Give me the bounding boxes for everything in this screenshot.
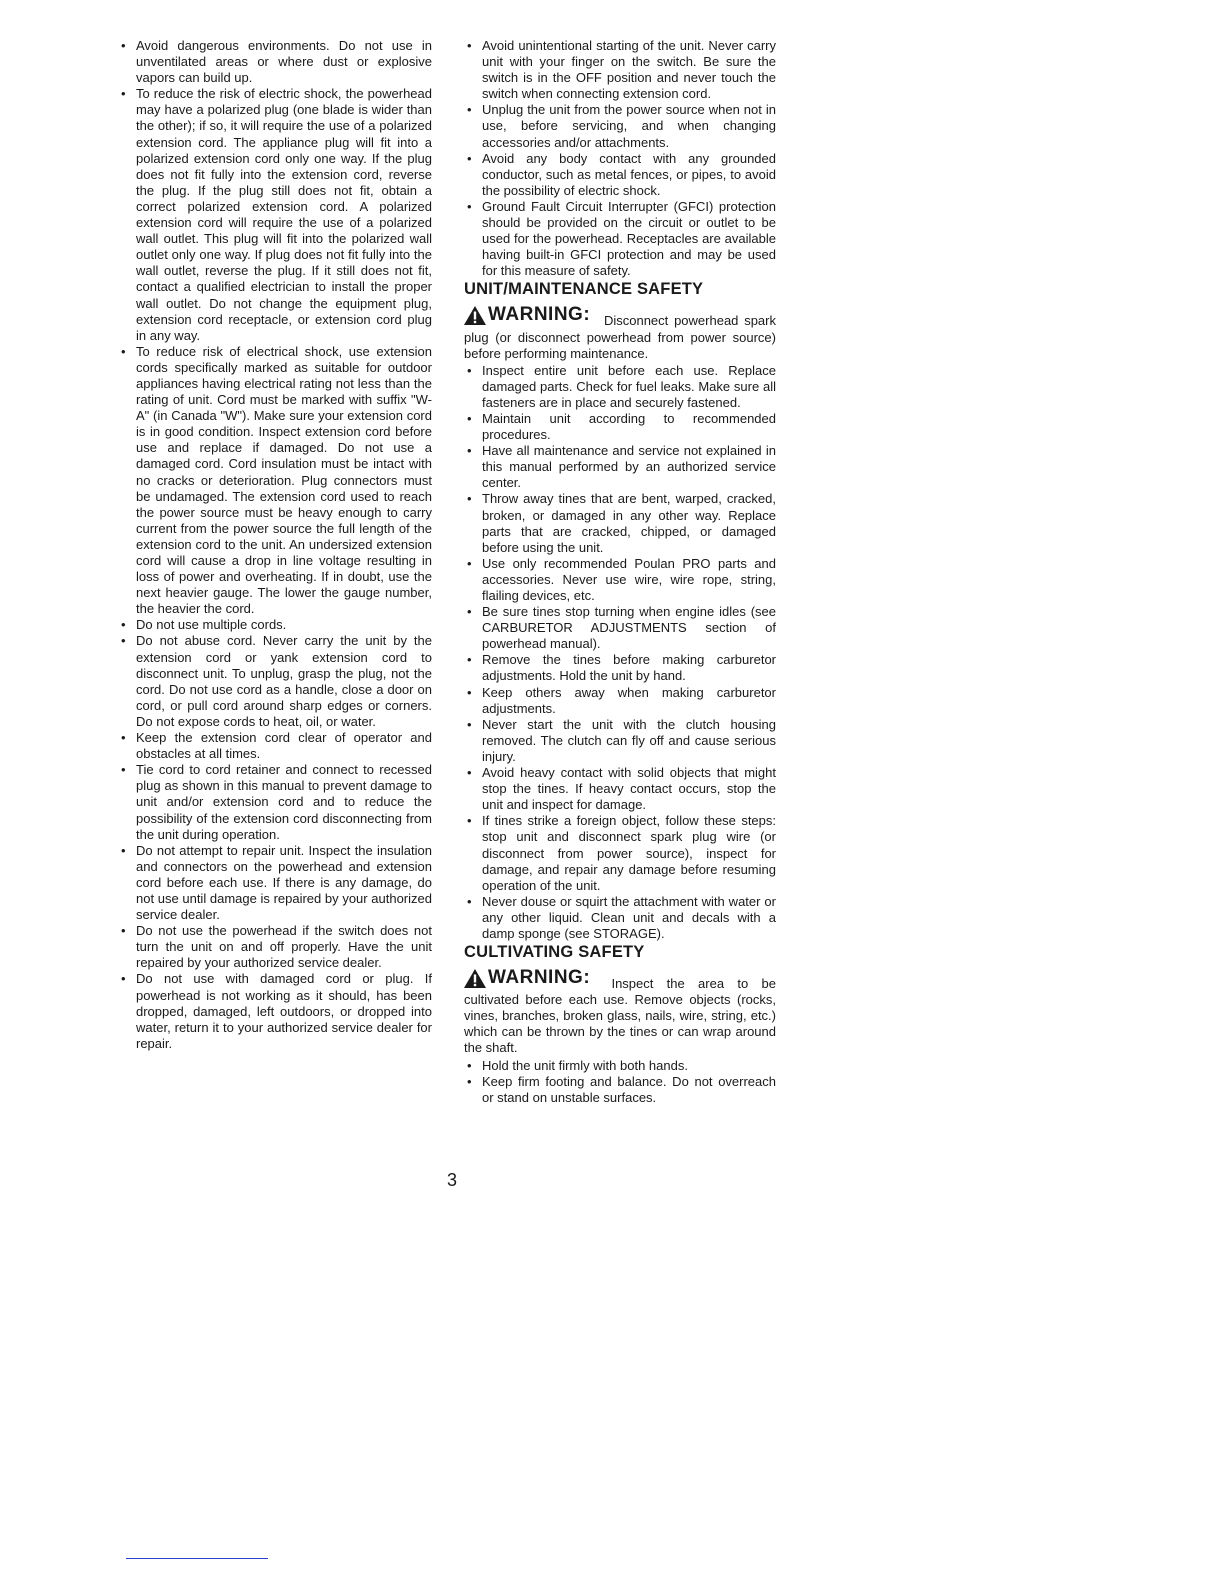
list-item: • Do not use multiple cords. bbox=[118, 617, 432, 633]
list-item: • Never start the unit with the clutch housing removed. The clutch can fly off and cause serious injury. bbox=[464, 717, 776, 765]
right-safety-list bbox=[464, 38, 776, 279]
warning-text: Disconnect powerhead spark plug (or disconnect powerhead from power source) before performing maintenance. bbox=[464, 313, 776, 361]
list-item: • Avoid any body contact with any grounded conductor, such as metal fences, or pipes, to avoid the possibility of electric shock. bbox=[464, 151, 776, 199]
list-item: • Be sure tines stop turning when engine idles (see CARBURETOR ADJUSTMENTS section of powerhead manual). bbox=[464, 604, 776, 652]
list-item: • Keep the extension cord clear of operator and obstacles at all times. bbox=[118, 730, 432, 762]
warning-triangle-icon bbox=[464, 969, 486, 988]
unit-maintenance-list bbox=[464, 363, 776, 942]
warning-text: Inspect the area to be cultivated before each use. Remove objects (rocks, vines, branches, broken glass, nails, wire, string, etc.) which can be thrown by the tines or can wrap around the shaft. bbox=[464, 976, 776, 1056]
list-item: • Do not attempt to repair unit. Inspect the insulation and connectors on the powerhead and extension cord before each use. If there is any damage, do not use until damage is repaired by your authorized service dealer. bbox=[118, 843, 432, 923]
left-safety-list bbox=[118, 38, 432, 1052]
list-item: • If tines strike a foreign object, follow these steps: stop unit and disconnect spark plug wire (or disconnect from power source), inspect for damage, and repair any damage before resuming operation of the unit. bbox=[464, 813, 776, 893]
right-column bbox=[464, 38, 776, 1106]
cultivating-heading: CULTIVATING SAFETY bbox=[464, 943, 645, 962]
cultivating-list bbox=[464, 1058, 776, 1106]
list-item: • Keep others away when making carburetor adjustments. bbox=[464, 685, 776, 717]
warning-label: WARNING: bbox=[488, 304, 591, 326]
list-item: • Never douse or squirt the attachment with water or any other liquid. Clean unit and decals with a damp sponge (see STORAGE). bbox=[464, 894, 776, 942]
list-item: • Keep firm footing and balance. Do not overreach or stand on unstable surfaces. bbox=[464, 1074, 776, 1106]
list-item: • Avoid heavy contact with solid objects that might stop the tines. If heavy contact occurs, stop the unit and inspect for damage. bbox=[464, 765, 776, 813]
warning-label: WARNING: bbox=[488, 967, 591, 989]
list-item: • Have all maintenance and service not explained in this manual performed by an authorized service center. bbox=[464, 443, 776, 491]
list-item: • Hold the unit firmly with both hands. bbox=[464, 1058, 776, 1074]
unit-maintenance-warning bbox=[464, 305, 776, 361]
page-number: 3 bbox=[447, 1170, 458, 1190]
list-item: • Inspect entire unit before each use. Replace damaged parts. Check for fuel leaks. Make sure all fasteners are in place and securely fastened. bbox=[464, 363, 776, 411]
list-item: • Ground Fault Circuit Interrupter (GFCI) protection should be provided on the circuit or outlet to be used for the powerhead. Receptacles are available having built-in GFCI protection and may be used for this measure of safety. bbox=[464, 199, 776, 279]
list-item: • Use only recommended Poulan PRO parts and accessories. Never use wire, wire rope, string, flailing devices, etc. bbox=[464, 556, 776, 604]
list-item: • Throw away tines that are bent, warped, cracked, broken, or damaged in any other way. Replace parts that are cracked, chipped, or damaged before using the unit. bbox=[464, 491, 776, 555]
list-item: • Unplug the unit from the power source when not in use, before servicing, and when changing accessories and/or attachments. bbox=[464, 102, 776, 150]
list-item: • Remove the tines before making carburetor adjustments. Hold the unit by hand. bbox=[464, 652, 776, 684]
list-item: • To reduce the risk of electric shock, the powerhead may have a polarized plug (one blade is wider than the other); if so, it will require the use of a polarized extension cord. The appliance plug will fit into a polarized extension cord only one way. If the plug does not fit fully into the extension cord, reverse the plug. If the plug still does not fit, obtain a correct polarized extension cord. A polarized extension cord will require the use of a polarized wall outlet. This plug will fit into the polarized wall outlet only one way. If plug does not fit fully into the wall outlet, reverse the plug. If it still does not fit, contact a qualified electrician to install the proper wall outlet. Do not change the equipment plug, extension cord receptacle, or extension cord plug in any way. bbox=[118, 86, 432, 344]
list-item: • Avoid dangerous environments. Do not use in unventilated areas or where dust or explosive vapors can build up. bbox=[118, 38, 432, 86]
list-item: • Do not use the powerhead if the switch does not turn the unit on and off properly. Have the unit repaired by your authorized service dealer. bbox=[118, 923, 432, 971]
list-item: • Tie cord to cord retainer and connect to recessed plug as shown in this manual to prevent damage to unit and/or extension cord and to reduce the possibility of the extension cord disconnecting from the unit during operation. bbox=[118, 762, 432, 842]
list-item: • Avoid unintentional starting of the unit. Never carry unit with your finger on the switch. Be sure the switch is in the OFF position and never touch the switch when connecting extension cord. bbox=[464, 38, 776, 102]
list-item: • To reduce risk of electrical shock, use extension cords specifically marked as suitable for outdoor appliances having electrical rating not less than the rating of unit. Cord must be marked with suffix "W-A" (in Canada "W"). Make sure your extension cord is in good condition. Inspect extension cord before use and replace if damaged. Do not use a damaged cord. Cord insulation must be intact with no cracks or deterioration. Plug connectors must be undamaged. The extension cord used to reach the power source must be heavy enough to carry current from the power source the full length of the extension cord to the unit. An undersized extension cord will cause a drop in line voltage resulting in loss of power and overheating. If in doubt, use the next heavier gauge. The lower the gauge number, the heavier the cord. bbox=[118, 344, 432, 618]
footer-rule bbox=[126, 1558, 268, 1559]
cultivating-warning bbox=[464, 968, 776, 1056]
warning-triangle-icon bbox=[464, 306, 486, 325]
list-item: • Maintain unit according to recommended procedures. bbox=[464, 411, 776, 443]
left-column bbox=[118, 38, 432, 1052]
list-item: • Do not abuse cord. Never carry the unit by the extension cord or yank extension cord to disconnect unit. To unplug, grasp the plug, not the cord. Do not use cord as a handle, close a door on cord, or pull cord around sharp edges or corners. Do not expose cords to heat, oil, or water. bbox=[118, 633, 432, 730]
list-item: • Do not use with damaged cord or plug. If powerhead is not working as it should, has been dropped, damaged, left outdoors, or dropped into water, return it to your authorized service dealer for repair. bbox=[118, 971, 432, 1051]
unit-maintenance-heading: UNIT/MAINTENANCE SAFETY bbox=[464, 280, 704, 299]
